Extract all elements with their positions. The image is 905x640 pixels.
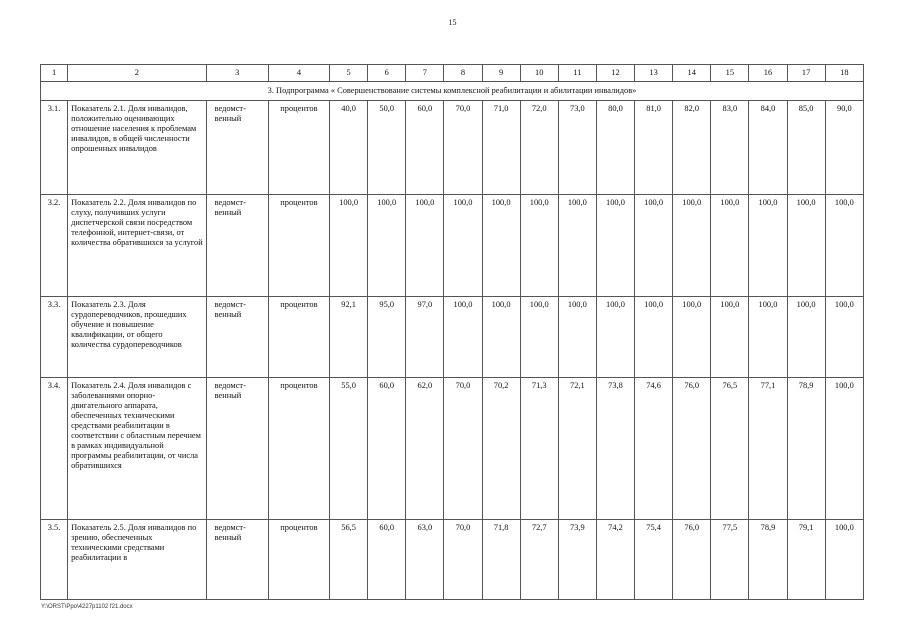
- indicator-value: 76,0: [673, 520, 711, 600]
- column-number: 13: [635, 65, 673, 82]
- column-number: 15: [711, 65, 749, 82]
- indicator-value: 70,0: [444, 378, 482, 520]
- row-number: 3.1.: [41, 101, 68, 195]
- indicator-value: 40,0: [330, 101, 368, 195]
- indicator-unit: процентов: [268, 101, 329, 195]
- column-number: 11: [558, 65, 596, 82]
- indicator-value: 100,0: [444, 297, 482, 378]
- indicator-value: 60,0: [368, 520, 406, 600]
- column-number: 8: [444, 65, 482, 82]
- indicator-value: 100,0: [711, 195, 749, 297]
- indicator-value: 100,0: [787, 297, 825, 378]
- indicator-value: 100,0: [825, 520, 863, 600]
- indicator-value: 92,1: [330, 297, 368, 378]
- indicator-value: 78,9: [787, 378, 825, 520]
- indicator-value: 72,1: [558, 378, 596, 520]
- indicator-value: 100,0: [596, 195, 634, 297]
- indicator-value: 75,4: [635, 520, 673, 600]
- column-number: 16: [749, 65, 787, 82]
- footer-path: Y:\ORST\Ppo\4227p1102 f21.docx: [41, 604, 133, 610]
- table-row: [41, 101, 864, 195]
- indicator-value: 78,9: [749, 520, 787, 600]
- indicator-value: 85,0: [787, 101, 825, 195]
- indicator-value: 62,0: [406, 378, 444, 520]
- indicator-value: 82,0: [673, 101, 711, 195]
- column-number: 6: [368, 65, 406, 82]
- indicator-value: 100,0: [635, 195, 673, 297]
- indicator-value: 76,5: [711, 378, 749, 520]
- indicator-value: 100,0: [635, 297, 673, 378]
- indicator-unit: процентов: [268, 520, 329, 600]
- row-number: 3.4.: [41, 378, 68, 520]
- indicator-value: 73,9: [558, 520, 596, 600]
- indicator-value: 100,0: [558, 297, 596, 378]
- indicator-source: ведомст-венный: [206, 378, 268, 520]
- section-title: 3. Подпрограмма « Совершенствование системы комплексной реабилитации и абилитации инвалидов»: [41, 82, 864, 101]
- indicator-value: 74,2: [596, 520, 634, 600]
- indicator-value: 100,0: [520, 297, 558, 378]
- column-number: 9: [482, 65, 520, 82]
- indicator-source: ведомст-венный: [206, 297, 268, 378]
- indicator-value: 70,2: [482, 378, 520, 520]
- indicator-value: 79,1: [787, 520, 825, 600]
- indicator-value: 100,0: [749, 195, 787, 297]
- indicator-value: 81,0: [635, 101, 673, 195]
- indicator-value: 84,0: [749, 101, 787, 195]
- indicator-value: 63,0: [406, 520, 444, 600]
- column-number: 2: [68, 65, 207, 82]
- indicator-value: 50,0: [368, 101, 406, 195]
- indicator-name: Показатель 2.3. Доля сурдопереводчиков, прошедших обучение и повышение квалификации, от общего количества сурдопереводчиков: [68, 297, 207, 378]
- indicator-value: 74,6: [635, 378, 673, 520]
- indicator-source: ведомст-венный: [206, 101, 268, 195]
- indicator-value: 60,0: [406, 101, 444, 195]
- table-row: [41, 195, 864, 297]
- indicator-value: 100,0: [787, 195, 825, 297]
- column-number: 5: [330, 65, 368, 82]
- indicator-value: 100,0: [330, 195, 368, 297]
- indicator-source: ведомст-венный: [206, 195, 268, 297]
- indicator-value: 90,0: [825, 101, 863, 195]
- indicator-value: 100,0: [406, 195, 444, 297]
- indicator-value: 73,0: [558, 101, 596, 195]
- indicator-value: 71,3: [520, 378, 558, 520]
- indicator-value: 100,0: [825, 195, 863, 297]
- row-number: 3.3.: [41, 297, 68, 378]
- page-number: 15: [448, 18, 457, 27]
- column-number: 14: [673, 65, 711, 82]
- indicator-value: 71,0: [482, 101, 520, 195]
- indicator-value: 100,0: [482, 195, 520, 297]
- indicators-table: [40, 64, 864, 600]
- column-number: 18: [825, 65, 863, 82]
- row-number: 3.5.: [41, 520, 68, 600]
- indicator-source: ведомст-венный: [206, 520, 268, 600]
- indicator-value: 100,0: [749, 297, 787, 378]
- column-number-row: [41, 65, 864, 82]
- indicator-value: 70,0: [444, 520, 482, 600]
- indicator-unit: процентов: [268, 297, 329, 378]
- indicator-name: Показатель 2.4. Доля инвалидов с заболеваниями опорно-двигательного аппарата, обеспеченных техническими средствами реабилитации в соответствии с областным перечнем в рамках индивидуальной программы реабилитации, от числа обратившихся: [68, 378, 207, 520]
- indicator-value: 100,0: [520, 195, 558, 297]
- indicator-value: 77,5: [711, 520, 749, 600]
- column-number: 1: [41, 65, 68, 82]
- indicator-value: 55,0: [330, 378, 368, 520]
- column-number: 7: [406, 65, 444, 82]
- indicator-value: 100,0: [558, 195, 596, 297]
- indicator-name: Показатель 2.5. Доля инвалидов по зрению, обеспеченных техническими средствами реабилитации в: [68, 520, 207, 600]
- indicator-value: 97,0: [406, 297, 444, 378]
- indicator-unit: процентов: [268, 195, 329, 297]
- indicator-value: 72,0: [520, 101, 558, 195]
- indicator-value: 72,7: [520, 520, 558, 600]
- indicator-value: 95,0: [368, 297, 406, 378]
- indicator-value: 83,0: [711, 101, 749, 195]
- indicator-value: 73,8: [596, 378, 634, 520]
- indicator-value: 80,0: [596, 101, 634, 195]
- row-number: 3.2.: [41, 195, 68, 297]
- indicator-value: 77,1: [749, 378, 787, 520]
- indicator-value: 100,0: [673, 297, 711, 378]
- indicator-unit: процентов: [268, 378, 329, 520]
- table-row: [41, 520, 864, 600]
- indicator-value: 70,0: [444, 101, 482, 195]
- section-row: [41, 82, 864, 101]
- indicator-value: 100,0: [825, 378, 863, 520]
- column-number: 12: [596, 65, 634, 82]
- column-number: 17: [787, 65, 825, 82]
- indicator-value: 100,0: [444, 195, 482, 297]
- indicator-value: 100,0: [596, 297, 634, 378]
- column-number: 10: [520, 65, 558, 82]
- table-row: [41, 297, 864, 378]
- indicator-value: 76,0: [673, 378, 711, 520]
- indicator-value: 100,0: [825, 297, 863, 378]
- indicator-value: 100,0: [711, 297, 749, 378]
- column-number: 3: [206, 65, 268, 82]
- indicator-value: 60,0: [368, 378, 406, 520]
- indicator-value: 100,0: [482, 297, 520, 378]
- indicator-value: 100,0: [673, 195, 711, 297]
- indicator-value: 100,0: [368, 195, 406, 297]
- table-row: [41, 378, 864, 520]
- column-number: 4: [268, 65, 329, 82]
- indicator-name: Показатель 2.1. Доля инвалидов, положительно оценивающих отношение населения к проблемам инвалидов, в общей численности опрошенных инвалидов: [68, 101, 207, 195]
- indicator-value: 56,5: [330, 520, 368, 600]
- indicator-name: Показатель 2.2. Доля инвалидов по слуху, получивших услуги диспетчерской связи посредством телефонной, интернет-связи, от количества обратившихся за услугой: [68, 195, 207, 297]
- indicator-value: 71,8: [482, 520, 520, 600]
